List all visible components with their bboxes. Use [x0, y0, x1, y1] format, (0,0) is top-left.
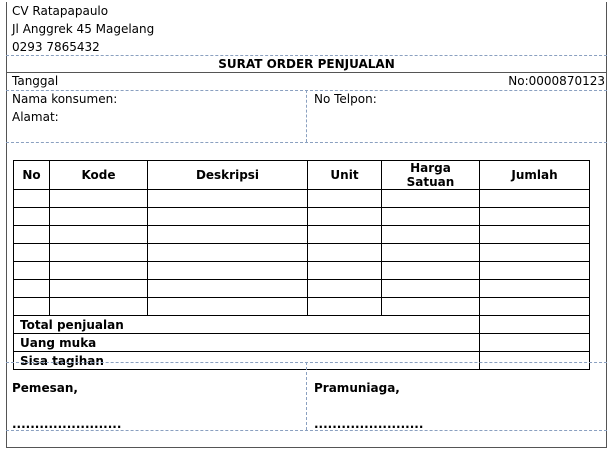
- table-cell: [148, 244, 308, 262]
- table-cell: [50, 226, 148, 244]
- table-cell: [14, 280, 50, 298]
- table-cell: [308, 298, 382, 316]
- table-cell: [308, 226, 382, 244]
- table-row: [14, 262, 590, 280]
- table-cell: [148, 298, 308, 316]
- divider: [306, 90, 307, 142]
- table-cell: [382, 280, 480, 298]
- table-cell: [382, 208, 480, 226]
- balance-due-value: [480, 352, 590, 370]
- table-cell: [382, 226, 480, 244]
- table-cell: [382, 298, 480, 316]
- col-unit-header: Unit: [308, 161, 382, 190]
- form-title: SURAT ORDER PENJUALAN: [218, 57, 395, 71]
- table-cell: [148, 280, 308, 298]
- col-no-header: No: [14, 161, 50, 190]
- table-cell: [308, 190, 382, 208]
- table-cell: [382, 262, 480, 280]
- total-sales-row: [14, 316, 590, 334]
- col-description-header: Deskripsi: [148, 161, 308, 190]
- total-sales-value: [480, 316, 590, 334]
- salesperson-signature-label: Pramuniaga,: [314, 381, 400, 395]
- table-row: [14, 298, 590, 316]
- table-cell: [148, 262, 308, 280]
- total-sales-label: Total penjualan: [14, 316, 480, 334]
- table-row: [14, 226, 590, 244]
- table-cell: [308, 208, 382, 226]
- customer-signature-label: Pemesan,: [12, 381, 78, 395]
- table-cell: [50, 244, 148, 262]
- date-label: Tanggal: [12, 74, 59, 88]
- balance-due-row: [14, 352, 590, 370]
- table-cell: [308, 244, 382, 262]
- items-table: [13, 160, 590, 370]
- table-cell: [382, 190, 480, 208]
- table-cell: [148, 190, 308, 208]
- company-address: Jl Anggrek 45 Magelang: [12, 22, 155, 36]
- table-cell: [50, 298, 148, 316]
- table-cell: [480, 190, 590, 208]
- order-number: No:0000870123: [508, 74, 605, 88]
- table-cell: [14, 244, 50, 262]
- col-code-header: Kode: [50, 161, 148, 190]
- table-cell: [480, 244, 590, 262]
- company-name: CV Ratapapaulo: [12, 4, 109, 18]
- salesperson-signature-line: ........................: [314, 417, 424, 431]
- table-row: [14, 244, 590, 262]
- customer-address-label: Alamat:: [12, 110, 59, 124]
- table-cell: [480, 262, 590, 280]
- divider: [306, 362, 307, 430]
- table-cell: [50, 262, 148, 280]
- customer-signature-line: ........................: [12, 417, 122, 431]
- table-header-row: [14, 161, 590, 190]
- table-cell: [50, 190, 148, 208]
- table-cell: [308, 280, 382, 298]
- company-phone: 0293 7865432: [12, 40, 100, 54]
- table-cell: [14, 190, 50, 208]
- divider: [6, 430, 607, 431]
- down-payment-label: Uang muka: [14, 334, 480, 352]
- table-cell: [382, 244, 480, 262]
- phone-label: No Telpon:: [314, 92, 377, 106]
- table-cell: [480, 298, 590, 316]
- table-cell: [14, 226, 50, 244]
- table-cell: [480, 226, 590, 244]
- down-payment-value: [480, 334, 590, 352]
- table-cell: [14, 262, 50, 280]
- table-cell: [480, 280, 590, 298]
- table-cell: [14, 208, 50, 226]
- col-amount-header: Jumlah: [480, 161, 590, 190]
- table-cell: [148, 226, 308, 244]
- table-row: [14, 280, 590, 298]
- table-row: [14, 208, 590, 226]
- table-cell: [14, 298, 50, 316]
- table-cell: [50, 280, 148, 298]
- table-cell: [50, 208, 148, 226]
- table-cell: [480, 208, 590, 226]
- col-unit-price-header: Harga Satuan: [382, 161, 480, 190]
- table-cell: [308, 262, 382, 280]
- down-payment-row: [14, 334, 590, 352]
- table-row: [14, 190, 590, 208]
- customer-name-label: Nama konsumen:: [12, 92, 118, 106]
- table-cell: [148, 208, 308, 226]
- divider: [6, 142, 607, 143]
- balance-due-label: Sisa tagihan: [14, 352, 480, 370]
